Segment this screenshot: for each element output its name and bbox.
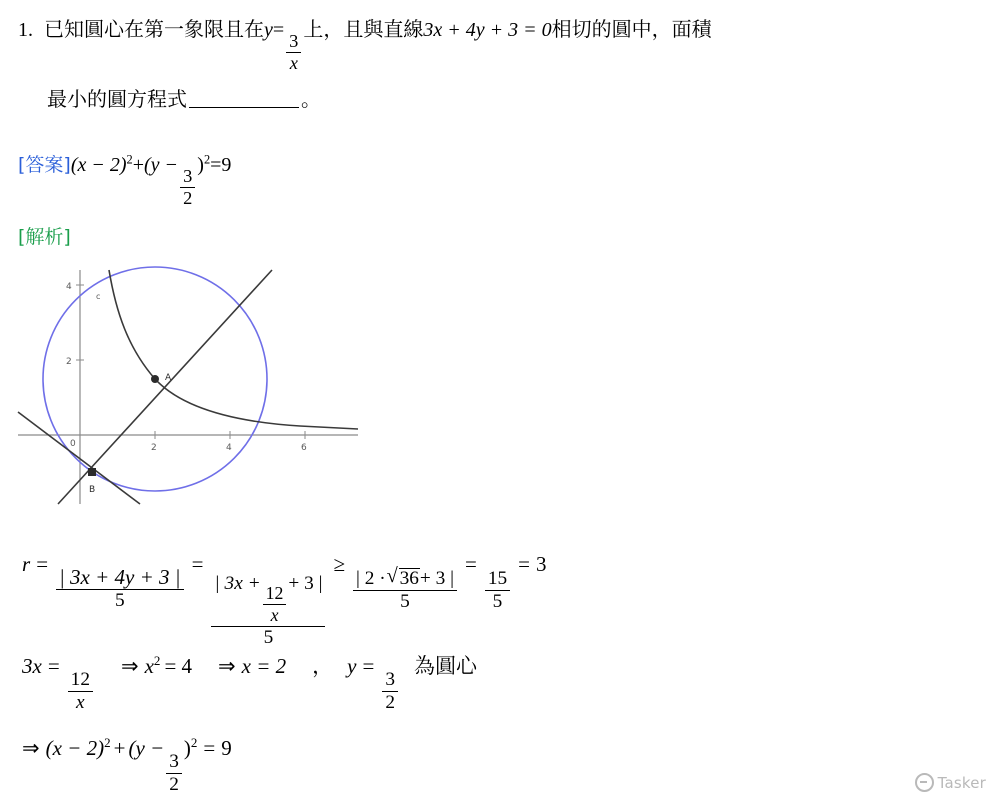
x-tick-label-4: 4 <box>226 443 232 453</box>
fraction-denominator: 2 <box>385 691 395 713</box>
fraction-numerator: 15 <box>487 567 508 589</box>
fraction-numerator: 12 <box>265 583 284 604</box>
deriv1-fraction-3 <box>353 568 457 613</box>
answer-x-term: (x − 2) <box>70 154 127 176</box>
tangent-line <box>18 412 140 504</box>
fraction-denominator: x <box>76 691 85 713</box>
deriv2-implies-2: ⇒ <box>218 654 236 678</box>
tasker-logo-icon <box>915 773 934 792</box>
answer-x-exponent: 2 <box>126 152 133 167</box>
fraction-numerator: 3 <box>385 668 395 690</box>
question-text-d: 最小的圓方程式 <box>47 87 187 111</box>
deriv3-implies: ⇒ <box>22 736 40 760</box>
answer-plus: + <box>132 154 145 176</box>
deriv2-fraction-12-over-x <box>68 670 93 714</box>
fraction-numerator: | 3x + 4y + 3 | <box>59 564 181 589</box>
deriv1-result: 3 <box>536 552 547 576</box>
fraction-numerator: 3 <box>183 166 193 186</box>
answer-y-exponent: 2 <box>203 152 211 167</box>
derivation-step-3 <box>22 735 232 795</box>
answer-blank[interactable] <box>189 87 299 108</box>
deriv2-lhs: 3x <box>22 654 42 678</box>
question-text-b: 上，且與直線 <box>303 17 424 41</box>
fraction-denominator: x <box>289 53 298 74</box>
deriv3-y-open: (y − <box>128 736 165 760</box>
point-b-label: B <box>89 485 96 495</box>
fraction-numerator: 12 <box>70 668 90 690</box>
deriv2-equals-2: = 4 <box>164 654 193 678</box>
geometry-figure-svg <box>10 252 380 512</box>
origin-label: 0 <box>70 439 76 449</box>
x-tick-label-6: 6 <box>301 443 307 453</box>
deriv2-x-exponent: 2 <box>153 653 161 668</box>
answer-rhs: 9 <box>221 154 232 176</box>
deriv3-fraction-3-over-2 <box>166 752 182 796</box>
deriv1-fraction-2 <box>211 574 325 648</box>
question-variable-y: y <box>264 19 273 41</box>
answer-y-close: ) <box>197 154 204 176</box>
question-line-equation: 3x + 4y + 3 = 0 <box>423 19 552 41</box>
y-tick-label-4: 4 <box>66 282 72 292</box>
point-c-label: c <box>96 292 101 301</box>
derivation-step-1 <box>22 552 547 648</box>
deriv1-fraction-1 <box>56 566 184 611</box>
answer-tag: [答案] <box>18 154 71 176</box>
deriv1-f3-num-b: + 3 | <box>419 567 454 589</box>
fraction-denominator: 5 <box>263 626 274 648</box>
deriv1-sqrt <box>387 568 420 589</box>
fraction-denominator: 5 <box>492 590 503 612</box>
question-line-2 <box>47 84 321 115</box>
answer-y-open: (y − <box>144 154 179 176</box>
question-fraction-3-over-x <box>286 32 301 74</box>
x-tick-label-2: 2 <box>151 443 157 453</box>
fraction-denominator: 2 <box>183 188 193 209</box>
fraction-numerator: 3 <box>169 750 179 772</box>
fraction-denominator: x <box>270 605 279 626</box>
fraction-numerator <box>353 568 457 589</box>
deriv2-y: y <box>347 654 357 678</box>
question-period: 。 <box>301 87 321 111</box>
point-a-label: A <box>165 373 172 383</box>
derivation-step-2 <box>22 650 477 713</box>
point-b-marker <box>88 468 96 476</box>
deriv3-x-exponent: 2 <box>104 735 111 750</box>
deriv2-fraction-3-over-2 <box>382 670 398 714</box>
deriv3-equals: = <box>203 736 216 760</box>
sqrt-radicand: 36 <box>399 567 419 589</box>
deriv3-plus: + <box>113 736 126 760</box>
deriv2-x-value: x = 2 <box>241 654 287 678</box>
analysis-tag: [解析] <box>18 226 71 248</box>
deriv1-geq: ≥ <box>333 552 346 576</box>
watermark <box>915 773 986 792</box>
question-text-a: 已知圓心在第一象限且在 <box>44 17 264 41</box>
question-equals: = <box>272 19 285 41</box>
deriv2-comma: ， <box>312 654 334 678</box>
question-number: 1. <box>18 19 33 41</box>
fraction-denominator: 2 <box>169 773 179 795</box>
deriv1-f2-num-b: + 3 | <box>288 572 323 594</box>
deriv2-equals-1: = <box>47 654 60 678</box>
y-tick-label-2: 2 <box>66 357 72 367</box>
question-text-c: 相切的圓中，面積 <box>551 17 712 41</box>
answer-equals: = <box>210 154 222 176</box>
geometry-figure <box>10 252 380 512</box>
deriv1-f3-num-a: | 2 · <box>356 567 386 589</box>
deriv3-y-exponent: 2 <box>190 735 198 750</box>
answer-fraction-3-over-2 <box>180 167 195 209</box>
deriv3-y-close: ) <box>183 736 191 760</box>
deriv1-inner-fraction <box>263 584 287 624</box>
deriv2-note: 為圓心 <box>413 654 477 678</box>
deriv1-equals-3: = <box>465 552 477 576</box>
fraction-denominator: 5 <box>114 589 125 611</box>
deriv1-r: r <box>22 552 31 576</box>
deriv2-x-squared: x <box>144 654 154 678</box>
fraction-denominator: 5 <box>400 590 410 612</box>
deriv3-x-term: (x − 2) <box>45 736 105 760</box>
deriv2-equals-3: = <box>362 654 375 678</box>
deriv1-equals-2: = <box>191 552 204 576</box>
deriv1-fraction-4 <box>485 569 510 613</box>
deriv3-rhs: 9 <box>221 736 232 760</box>
deriv1-f2-num-a: | 3x + <box>214 572 261 594</box>
point-a-marker <box>151 375 159 383</box>
fraction-numerator <box>211 574 325 625</box>
fraction-numerator: 3 <box>289 31 299 51</box>
question-line-1 <box>18 14 986 74</box>
hyperbola-curve <box>109 270 358 429</box>
deriv1-equals-1: = <box>36 552 49 576</box>
watermark-label: Tasker <box>937 773 986 792</box>
answer-row <box>18 150 231 209</box>
deriv1-equals-4: = <box>518 552 530 576</box>
deriv2-implies-1: ⇒ <box>120 654 139 678</box>
